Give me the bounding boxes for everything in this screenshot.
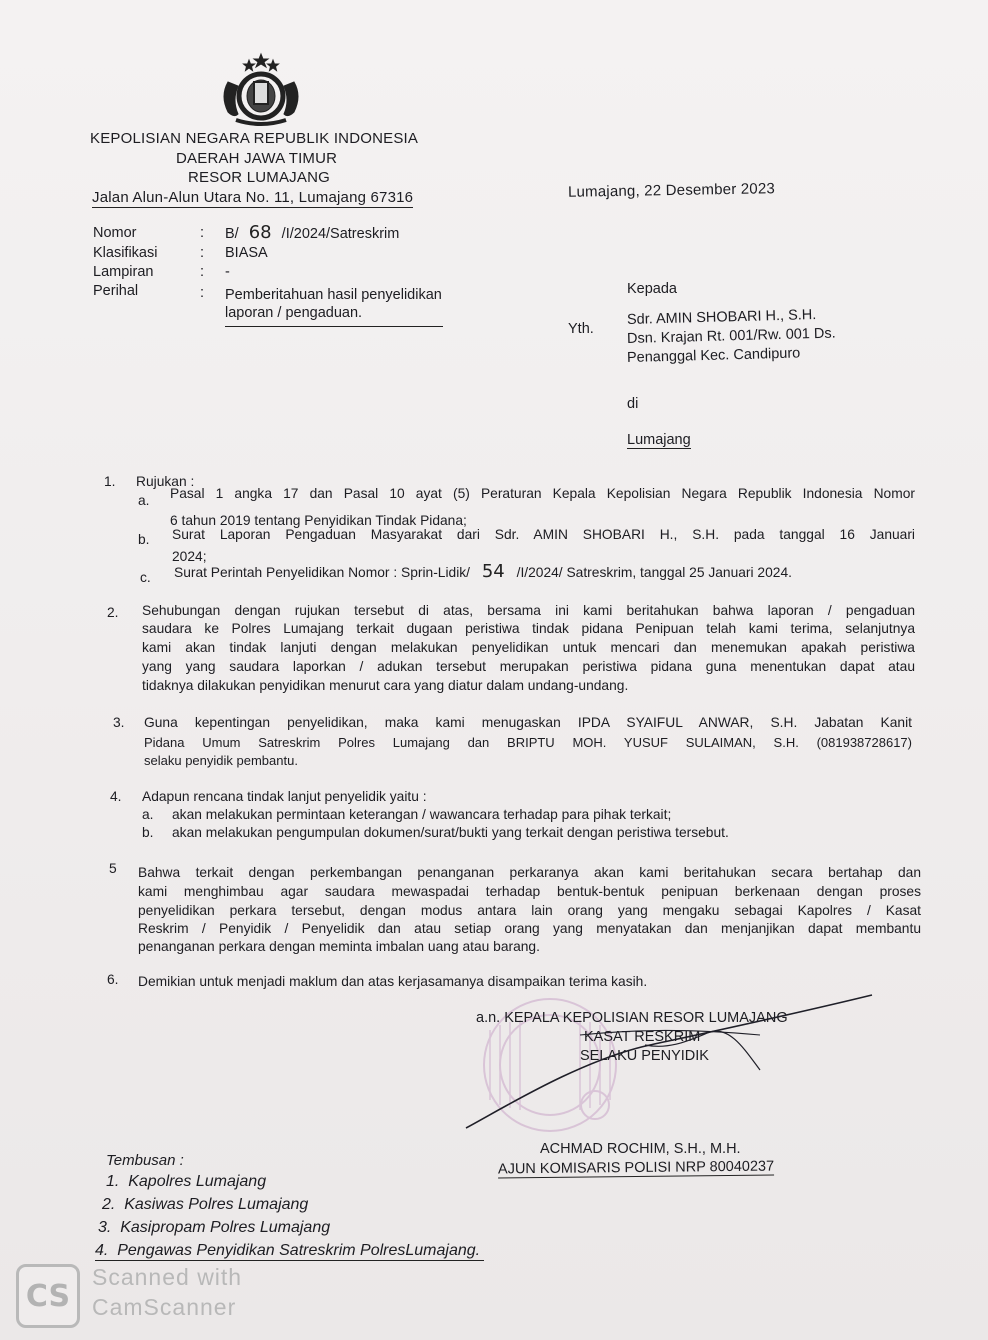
perihal-underline — [225, 326, 443, 327]
section-1-number: 1. — [104, 474, 116, 489]
perihal-label: Perihal — [93, 283, 139, 299]
section-4a-letter: a. — [142, 807, 154, 822]
office-address: Jalan Alun-Alun Utara No. 11, Lumajang 67316 — [92, 189, 414, 206]
camscanner-logo: CS — [16, 1264, 80, 1328]
police-emblem-logo — [216, 52, 306, 128]
colon: : — [200, 285, 205, 301]
item-c-text — [174, 563, 792, 583]
section-4b-text: akan melakukan pengumpulan dokumen/surat/bukti yang terkait dengan peristiwa tersebut. — [172, 825, 729, 840]
nomor-label: Nomor — [93, 225, 137, 241]
klasifikasi-value: BIASA — [225, 245, 268, 261]
handwritten-signature — [460, 990, 880, 1140]
yth-label: Yth. — [568, 321, 594, 337]
signature-on-behalf: a.n. KEPALA KEPOLISIAN RESOR LUMAJANG — [476, 1010, 788, 1026]
nomor-value — [225, 222, 399, 243]
section-3-line-1: Guna kepentingan penyelidikan, maka kami menugaskan IPDA SYAIFUL ANWAR, S.H. Jabatan Kanit — [144, 715, 912, 730]
item-c-prefix: Surat Perintah Penyelidikan Nomor : Sprin-Lidik/ — [174, 565, 471, 580]
recipient-address-1: Dsn. Krajan Rt. 001/Rw. 001 Ds. — [626, 325, 836, 347]
item-a-letter: a. — [138, 493, 150, 508]
item-b-text-1: Surat Laporan Pengaduan Masyarakat dari Sdr. AMIN SHOBARI H., S.H. pada tanggal 16 Januari — [172, 527, 915, 542]
lampiran-value: - — [225, 264, 230, 280]
section-2-line-5: tidaknya dilakukan penyidikan menurut cara yang diatur dalam undang-undang. — [142, 678, 629, 693]
colon: : — [200, 225, 205, 241]
section-4b-letter: b. — [142, 825, 154, 840]
recipient-city: Lumajang — [627, 432, 691, 448]
region-name: DAERAH JAWA TIMUR — [176, 150, 338, 167]
signature-role: SELAKU PENYIDIK — [580, 1048, 709, 1064]
section-3-line-3: selaku penyidik pembantu. — [144, 753, 298, 768]
section-4-number: 4. — [110, 789, 122, 804]
section-1-title: Rujukan : — [136, 474, 195, 489]
tembusan-item-3: 3. Kasipropam Polres Lumajang — [98, 1219, 331, 1236]
item-c-letter: c. — [140, 570, 151, 585]
recipient-name: Sdr. AMIN SHOBARI H., S.H. — [626, 307, 817, 328]
signature-position: KASAT RESKRIM — [584, 1029, 701, 1045]
tembusan-label: Tembusan : — [106, 1152, 184, 1169]
section-5-line-1: Bahwa terkait dengan perkembangan penanganan perkaranya akan kami beritahukan secara bertahap dan — [138, 865, 921, 880]
section-6-text: Demikian untuk menjadi maklum dan atas kerjasamanya disampaikan terima kasih. — [138, 974, 648, 989]
item-c-handwritten: 54 — [481, 561, 505, 582]
item-c-suffix: /I/2024/ Satreskrim, tanggal 25 Januari 2024. — [516, 565, 792, 580]
watermark-line-2: CamScanner — [92, 1294, 237, 1320]
letter-date: Lumajang, 22 Desember 2023 — [567, 180, 776, 201]
section-5-line-2: kami menghimbau agar saudara mewaspadai terhadap bentuk-bentuk penipuan berkenaan dengan proses — [138, 884, 921, 899]
section-3-number: 3. — [113, 715, 125, 730]
di-label: di — [627, 396, 639, 412]
section-2-line-3: kami akan tindak lanjuti dengan melakukan penyelidikan untuk mencari dan menemukan apakah peristiwa — [142, 640, 915, 655]
item-b-text-2: 2024; — [172, 549, 207, 564]
tembusan-item-1: 1. Kapolres Lumajang — [106, 1173, 267, 1190]
section-4-title: Adapun rencana tindak lanjut penyelidik yaitu : — [142, 789, 427, 804]
section-5-number: 5 — [109, 861, 117, 876]
recipient-address-2: Penanggal Kec. Candipuro — [626, 345, 801, 366]
nomor-handwritten: 68 — [248, 222, 272, 243]
colon: : — [200, 264, 205, 280]
section-3-line-2: Pidana Umum Satreskrim Polres Lumajang dan BRIPTU MOH. YUSUF SULAIMAN, S.H. (081938728617) — [144, 735, 912, 750]
tembusan-item-4: 4. Pengawas Penyidikan Satreskrim PolresLumajang. — [95, 1242, 484, 1261]
item-a-text-1: Pasal 1 angka 17 dan Pasal 10 ayat (5) Peraturan Kepala Kepolisian Negara Republik Indonesia Nomor — [170, 486, 915, 501]
section-5-line-4: Reskrim / Penyidik / Penyelidik dan atau setiap orang yang menyatakan dan menjanjikan dapat membantu — [138, 921, 921, 936]
section-5-line-5: penanganan perkara dengan meminta imbalan uang atau barang. — [138, 939, 540, 954]
nomor-prefix: B/ — [225, 226, 239, 242]
klasifikasi-label: Klasifikasi — [93, 245, 158, 261]
nomor-suffix: /I/2024/Satreskrim — [281, 226, 400, 242]
signatory-name: ACHMAD ROCHIM, S.H., M.H. — [540, 1141, 741, 1157]
section-4a-text: akan melakukan permintaan keterangan / wawancara terhadap para pihak terkait; — [172, 807, 672, 822]
section-5-line-3: penyelidikan perkara tersebut, dengan modus antara lain orang yang mengaku sebagai Kapolres / Kasat — [138, 903, 921, 918]
item-b-letter: b. — [138, 532, 150, 547]
watermark-line-1: Scanned with — [92, 1264, 243, 1290]
section-6-number: 6. — [107, 972, 119, 987]
section-2-line-1: Sehubungan dengan rujukan tersebut di atas, bersama ini kami beritahukan bahwa laporan / pengaduan — [142, 603, 915, 618]
section-2-line-4: yang yang saudara laporkan / adukan tersebut merupakan peristiwa pidana guna menentukan dapat atau — [142, 659, 915, 674]
perihal-line-2: laporan / pengaduan. — [225, 305, 363, 321]
kepada-label: Kepada — [627, 281, 677, 297]
signatory-rank: AJUN KOMISARIS POLISI NRP 80040237 — [497, 1158, 775, 1178]
section-2-number: 2. — [107, 605, 119, 620]
section-2-line-2: saudara ke Polres Lumajang terkait dugaan peristiwa tindak pidana Penipuan telah kami terima, selanjutnya — [142, 621, 915, 636]
institution-name: KEPOLISIAN NEGARA REPUBLIK INDONESIA — [90, 130, 419, 147]
perihal-line-1: Pemberitahuan hasil penyelidikan — [225, 287, 442, 303]
lampiran-label: Lampiran — [93, 264, 154, 280]
resort-name: RESOR LUMAJANG — [188, 169, 330, 186]
item-a-text-2: 6 tahun 2019 tentang Penyidikan Tindak Pidana; — [170, 513, 467, 528]
tembusan-item-2: 2. Kasiwas Polres Lumajang — [102, 1196, 309, 1213]
colon: : — [200, 245, 205, 261]
